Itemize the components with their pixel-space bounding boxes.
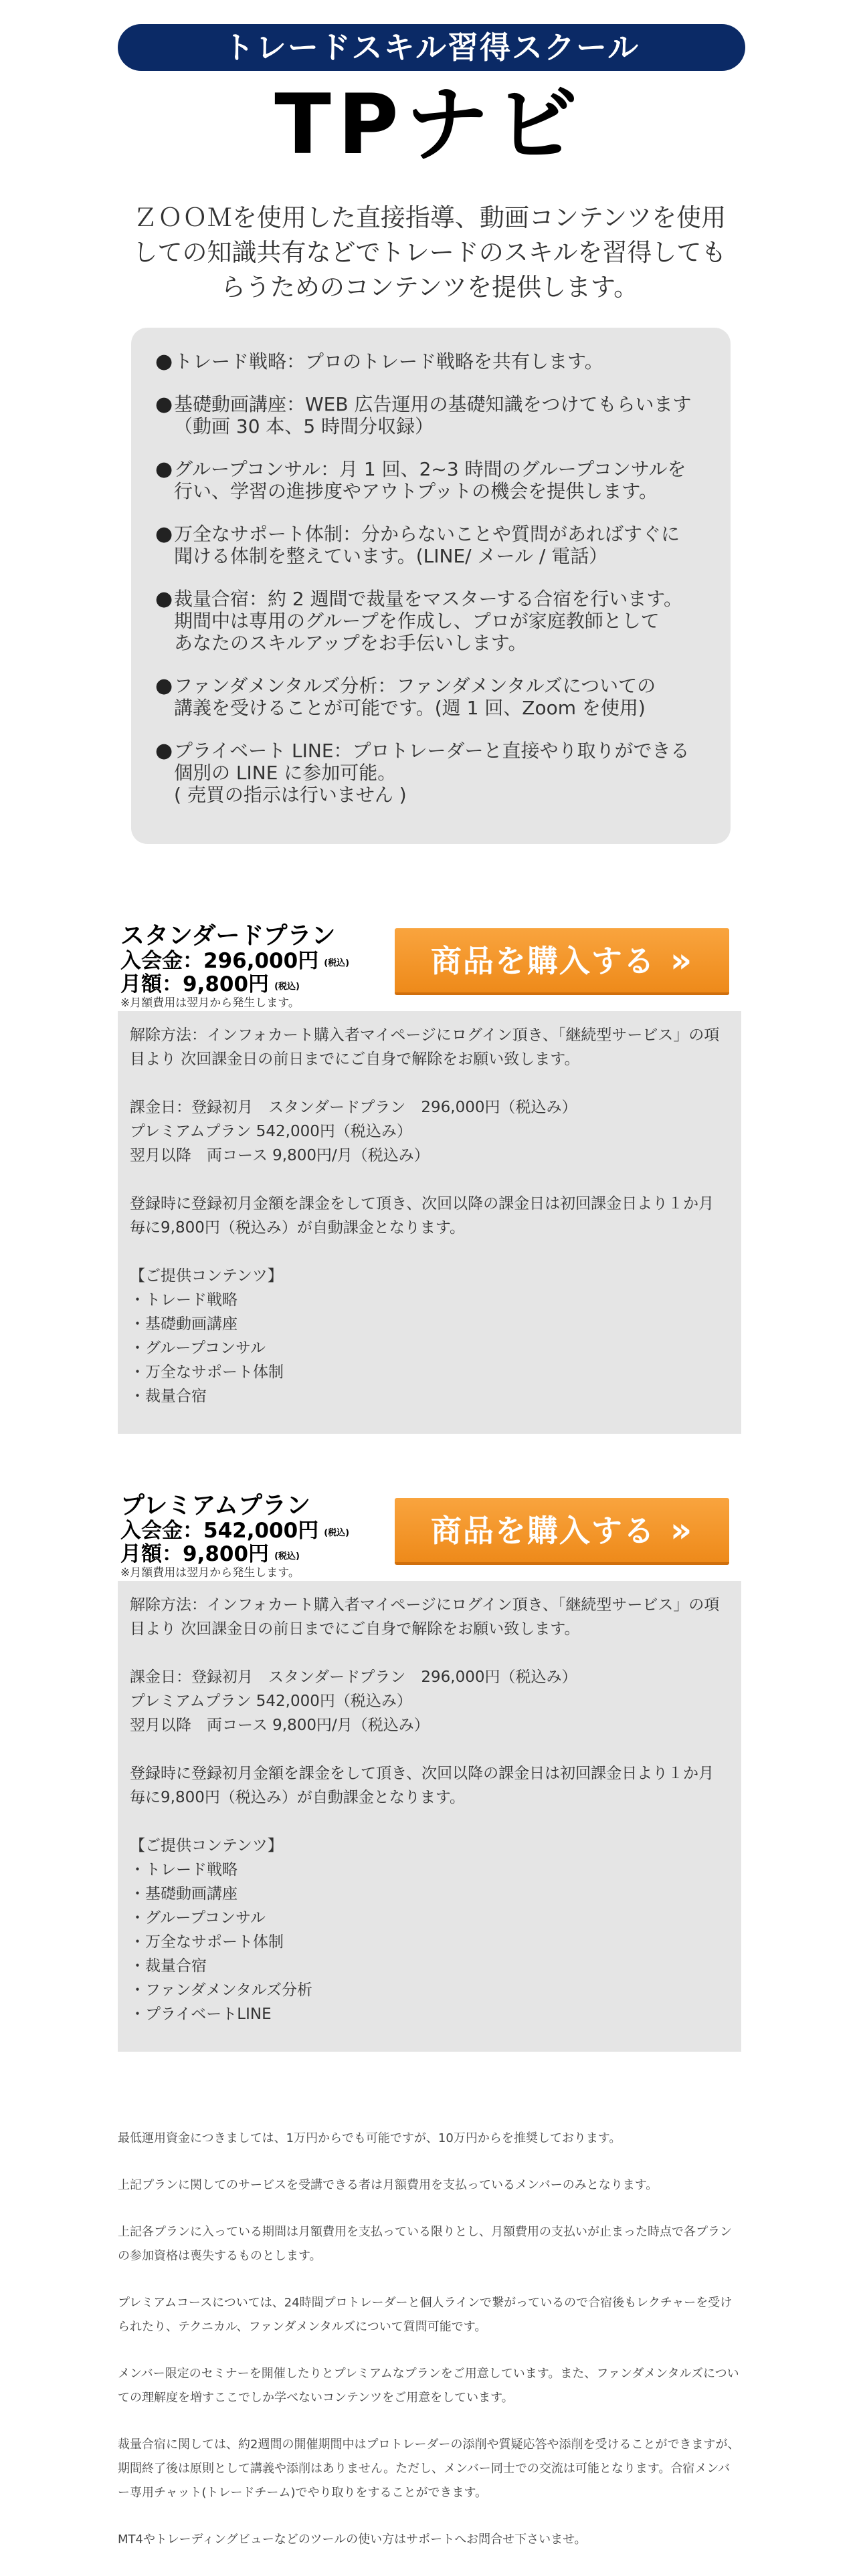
feature-text: グループコンサル：月 1 回、2~3 時間のグループコンサルを 行い、学習の進捗度やアウトプットの機会を提供します。 <box>174 458 686 502</box>
list-item: ・基礎動画講座 <box>130 1885 237 1903</box>
plan-header <box>118 922 741 1010</box>
bullet-icon: ● <box>155 350 173 373</box>
list-item: ・グループコンサル <box>130 1909 266 1927</box>
feature-text: 万全なサポート体制：分からないことや質問があればすぐに 聞ける体制を整えています。(LINE/ メール / 電話） <box>174 523 680 567</box>
footer-note: メンバー限定のセミナーを開催したりとプレミアムなプランをご用意しています。また、ファンダメンタルズについての理解度を増すここでしか学べないコンテンツをご用意をしています。 <box>118 2367 739 2405</box>
feature-item <box>155 523 706 567</box>
cancel-method-text: 解除方法：インフォカート購入者マイページにログイン頂き、「継続型サービス」の項目より 次回課金日の前日までにご自身で解除をお願い致します。 <box>130 1027 720 1068</box>
school-title: トレードスキル習得スクール <box>223 29 640 66</box>
tax-label: (税込) <box>274 1551 300 1562</box>
school-title-banner <box>118 24 745 71</box>
plan-header <box>118 1492 741 1580</box>
bullet-icon: ● <box>155 587 173 611</box>
list-item: ・基礎動画講座 <box>130 1315 237 1333</box>
bullet-icon: ● <box>155 393 173 416</box>
feature-text: プライベート LINE：プロトレーダーと直接やり取りができる 個別の LINE に参加可能。 ( 売買の指示は行いません ) <box>174 740 690 806</box>
buy-button[interactable] <box>395 928 729 995</box>
double-chevron-right-icon: » <box>670 1511 694 1549</box>
monthly-fee-value: 月額：9,800円 <box>120 1542 270 1566</box>
feature-item <box>155 393 706 437</box>
brand-name: TPナビ <box>274 77 585 173</box>
bullet-icon: ● <box>155 457 173 481</box>
footer-note: 裁量合宿に関しては、約2週間の開催期間中はプロトレーダーの添削や質疑応答や添削を受けることができますが、期間終了後は原則として講義や添削はありません。ただし、メンバー同士での交流は可能となります。合宿メンバー専用チャット(トレードチーム)でやり取りをすることができます。 <box>118 2438 740 2500</box>
feature-item <box>155 350 706 372</box>
feature-item <box>155 740 706 806</box>
feature-text: ファンダメンタルズ分析：ファンダメンタルズについての 講義を受けることが可能です。(週 1 回、Zoom を使用) <box>174 675 656 719</box>
entry-fee <box>120 950 349 975</box>
fee-note: ※月額費用は翌月から発生します。 <box>120 1566 300 1580</box>
cancel-method-text: 解除方法：インフォカート購入者マイページにログイン頂き、「継続型サービス」の項目より 次回課金日の前日までにご自身で解除をお願い致します。 <box>130 1596 720 1638</box>
list-item: ・裁量合宿 <box>130 1957 207 1975</box>
footer-note: プレミアムコースについては、24時間プロトレーダーと個人ラインで繋がっているので合宿後もレクチャーを受けられたり、テクニカル、ファンダメンタルズについて質問可能です。 <box>118 2296 733 2334</box>
standard-plan-section <box>118 922 741 1405</box>
footer-note: 最低運用資金につきましては、1万円からでも可能ですが、10万円からを推奨しております。 <box>118 2131 622 2145</box>
feature-text: 基礎動画講座：WEB 広告運用の基礎知識をつけてもらいます （動画 30 本、5 時間分収録） <box>174 393 692 437</box>
feature-item <box>155 588 706 654</box>
list-item: ・グループコンサル <box>130 1339 266 1357</box>
footer-note: MT4やトレーディングビューなどのツールの使い方はサポートへお問合せ下さいませ。 <box>118 2533 587 2547</box>
plan-details-box <box>118 1581 741 2052</box>
tax-label: (税込) <box>324 958 350 968</box>
monthly-fee-value: 月額：9,800円 <box>120 972 270 996</box>
buy-button-label: 商品を購入する <box>430 1513 656 1549</box>
tax-label: (税込) <box>274 982 300 992</box>
features-panel <box>131 328 731 844</box>
list-item: ・ファンダメンタルズ分析 <box>130 1981 313 1999</box>
list-item: ・トレード戦略 <box>130 1861 237 1879</box>
bullet-icon: ● <box>155 739 173 762</box>
buy-button[interactable] <box>395 1498 729 1565</box>
billing-text: 課金日：登録初月 スタンダードプラン 296,000円（税込み） プレミアムプラン 542,000円（税込み） 翌月以降 両コース 9,800円/月（税込み） <box>130 1669 577 1734</box>
contents-heading: 【ご提供コンテンツ】 <box>130 1267 283 1285</box>
list-item: ・万全なサポート体制 <box>130 1933 284 1951</box>
plan-name: プレミアムプラン <box>120 1492 311 1519</box>
plan-name: スタンダードプラン <box>120 922 336 950</box>
feature-text: 裁量合宿：約 2 週間で裁量をマスターする合宿を行います。 期間中は専用のグループを作成し、プロが家庭教師として あなたのスキルアップをお手伝いします。 <box>174 588 682 654</box>
bullet-icon: ● <box>155 674 173 697</box>
footer-note: 上記各プランに入っている期間は月額費用を支払っている限りとし、月額費用の支払いが止まった時点で各プランの参加資格は喪失するものとします。 <box>118 2225 732 2263</box>
tax-label: (税込) <box>324 1528 350 1538</box>
fee-note: ※月額費用は翌月から発生します。 <box>120 996 300 1010</box>
registration-text: 登録時に登録初月金額を課金をして頂き、次回以降の課金日は初回課金日より１か月毎に9,800円（税込み）が自動課金となります。 <box>130 1195 714 1237</box>
feature-item <box>155 458 706 502</box>
feature-item <box>155 675 706 719</box>
contents-heading: 【ご提供コンテンツ】 <box>130 1837 283 1854</box>
list-item: ・トレード戦略 <box>130 1291 237 1309</box>
bullet-icon: ● <box>155 522 173 546</box>
monthly-fee <box>120 1543 300 1568</box>
plan-details-box <box>118 1011 741 1434</box>
contents-list <box>130 1288 729 1408</box>
billing-text: 課金日：登録初月 スタンダードプラン 296,000円（税込み） プレミアムプラン 542,000円（税込み） 翌月以降 両コース 9,800円/月（税込み） <box>130 1099 577 1164</box>
list-item: ・万全なサポート体制 <box>130 1364 284 1381</box>
entry-fee-value: 入会金：542,000円 <box>120 1519 319 1543</box>
contents-list <box>130 1858 729 2026</box>
entry-fee-value: 入会金：296,000円 <box>120 949 319 973</box>
registration-text: 登録時に登録初月金額を課金をして頂き、次回以降の課金日は初回課金日より１か月毎に9,800円（税込み）が自動課金となります。 <box>130 1765 714 1806</box>
list-item: ・裁量合宿 <box>130 1388 207 1405</box>
footer-note: 上記プランに関してのサービスを受講できる者は月額費用を支払っているメンバーのみとなります。 <box>118 2178 658 2192</box>
list-item: ・プライベートLINE <box>130 2006 272 2023</box>
entry-fee <box>120 1519 349 1545</box>
double-chevron-right-icon: » <box>670 941 694 980</box>
feature-text: トレード戦略：プロのトレード戦略を共有します。 <box>174 350 603 372</box>
intro-text: ＺＯＯＭを使用した直接指導、動画コンテンツを使用しての知識共有などでトレードのスキルを習得してもらうためのコンテンツを提供します。 <box>132 203 727 302</box>
premium-plan-section <box>118 1492 741 2023</box>
footer-notes <box>118 2127 741 2575</box>
buy-button-label: 商品を購入する <box>430 943 656 979</box>
monthly-fee <box>120 973 300 998</box>
